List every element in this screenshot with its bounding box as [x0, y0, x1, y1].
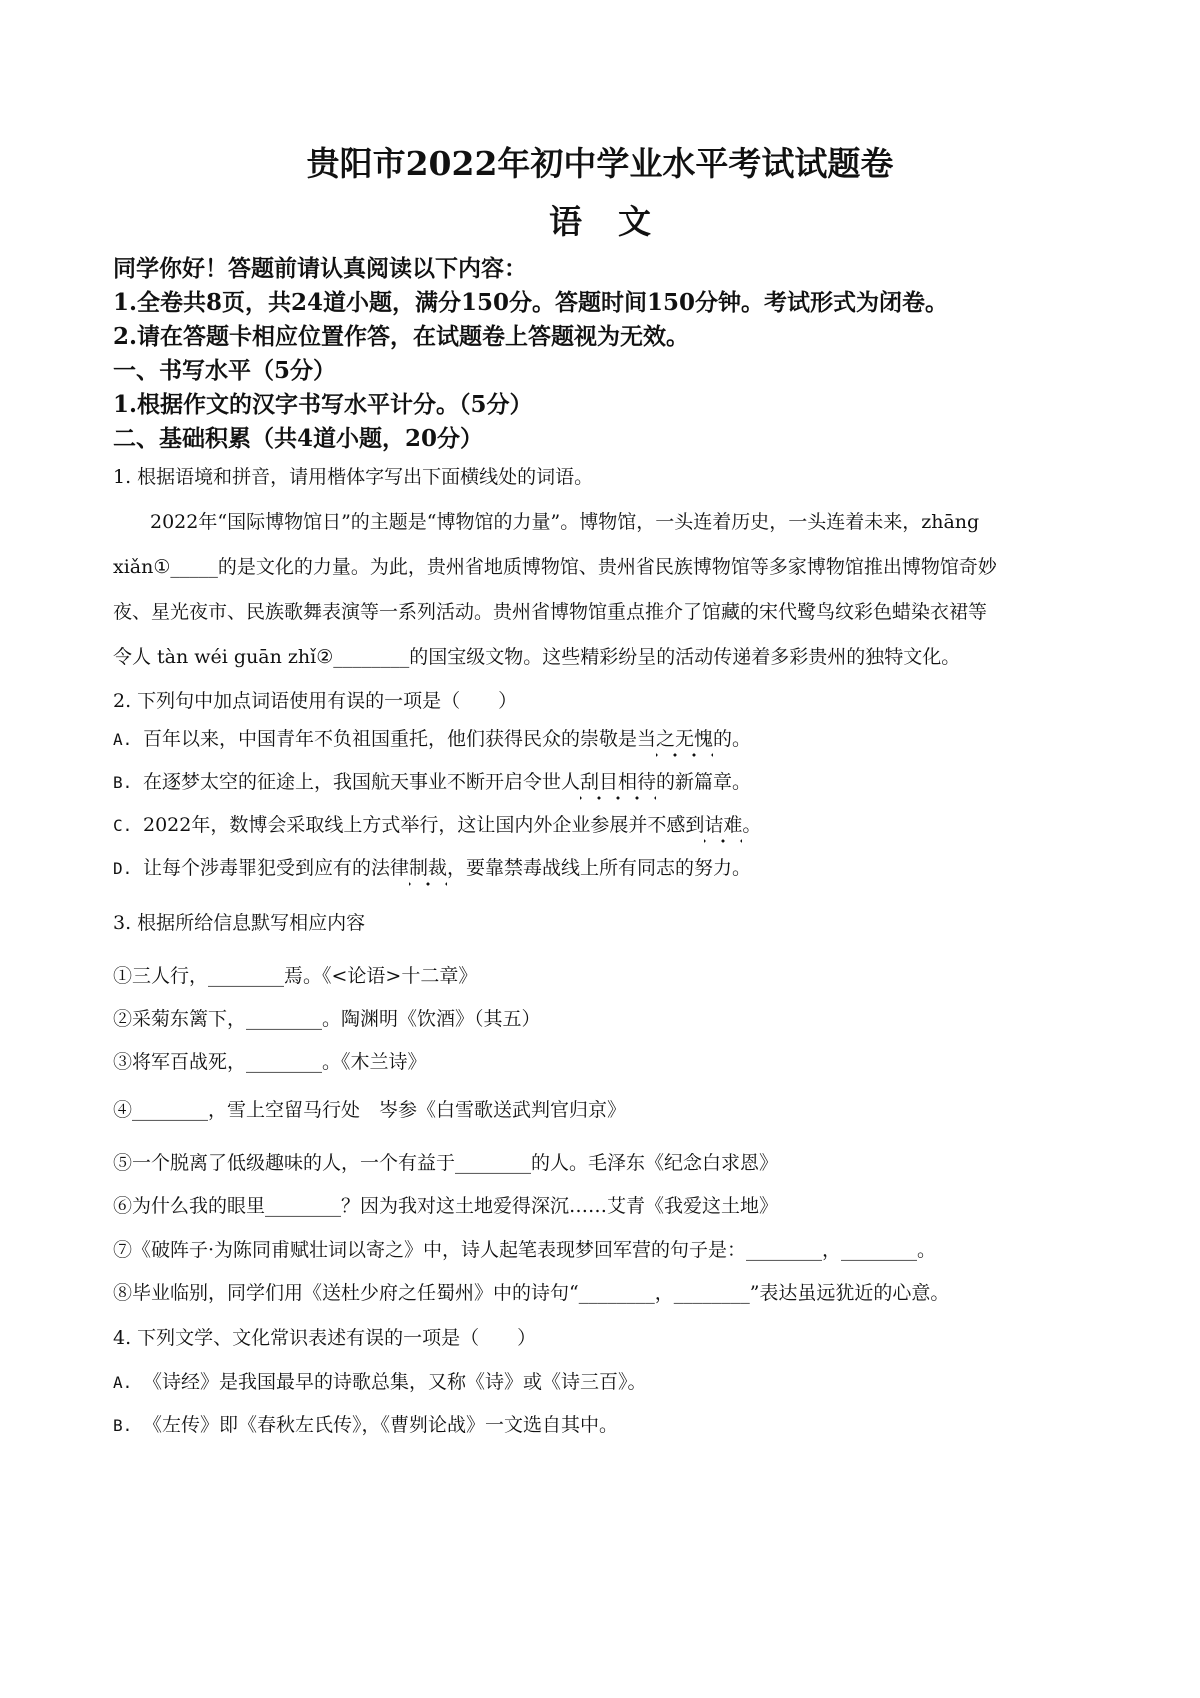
dotted-term: 诘难	[704, 814, 743, 836]
dotted-term: 制裁	[409, 857, 448, 879]
q2-option-c	[113, 810, 761, 837]
q3-prompt: 3. 根据所给信息默写相应内容	[113, 912, 366, 934]
option-letter: C.	[113, 816, 133, 835]
section-2-heading: 二、基础积累（共4道小题，20分）	[113, 425, 484, 452]
q1-prompt: 1. 根据语境和拼音，请用楷体字写出下面横线处的词语。	[113, 466, 594, 488]
option-text: 2022年，数博会采取线上方式举行，这让国内外企业参展并不感到	[143, 814, 705, 836]
q3-item-1: ①三人行，________焉。《<论语>十二章》	[113, 965, 478, 987]
option-text-end: 的新篇章。	[656, 771, 752, 793]
q3-item-2: ②采菊东篱下，________。陶渊明《饮酒》（其五）	[113, 1008, 541, 1030]
option-text: 在逐梦太空的征途上，我国航天事业不断开启令世人	[143, 771, 581, 793]
subject-char-1: 语	[549, 202, 582, 241]
option-text: 百年以来，中国青年不负祖国重托，他们获得民众的崇敬是当	[143, 728, 657, 750]
q2-option-d	[113, 853, 751, 880]
q1-passage-line-4: 令人 tàn wéi guān zhǐ②________的国宝级文物。这些精彩纷呈的活动传递着多彩贵州的独特文化。	[113, 646, 961, 668]
dotted-term: 刮目相待	[580, 771, 657, 793]
q1-passage-line-3: 夜、星光夜市、民族歌舞表演等一系列活动。贵州省博物馆重点推介了馆藏的宋代鹭鸟纹彩色蜡染衣裙等	[113, 601, 988, 623]
option-letter: A.	[113, 1373, 133, 1392]
option-letter: A.	[113, 730, 133, 749]
option-letter: B.	[113, 773, 133, 792]
q4-option-b	[113, 1410, 618, 1437]
option-text-end: ，要靠禁毒战线上所有同志的努力。	[447, 857, 752, 879]
section-1-heading: 一、书写水平（5分）	[113, 357, 337, 384]
instructions-item-2: 2.请在答题卡相应位置作答，在试题卷上答题视为无效。	[113, 323, 690, 350]
subject-char-2: 文	[618, 202, 651, 241]
instructions-greeting: 同学你好！答题前请认真阅读以下内容：	[113, 255, 527, 282]
option-text: 让每个涉毒罪犯受到应有的法律	[143, 857, 410, 879]
instructions-item-1: 1.全卷共8页，共24道小题，满分150分。答题时间150分钟。考试形式为闭卷。	[113, 289, 949, 316]
q3-item-3: ③将军百战死，________。《木兰诗》	[113, 1051, 427, 1073]
option-text-end: 的。	[713, 728, 752, 750]
q1-passage-line-1: 2022年“国际博物馆日”的主题是“博物馆的力量”。博物馆，一头连着历史，一头连着未来，zhāng	[150, 511, 980, 533]
option-letter: B.	[113, 1416, 133, 1435]
page-title: 贵阳市2022年初中学业水平考试试题卷	[306, 144, 894, 183]
subject-title	[0, 196, 1200, 243]
dotted-term: 之无愧	[656, 728, 714, 750]
option-letter: D.	[113, 859, 133, 878]
q3-item-8: ⑧毕业临别，同学们用《送杜少府之任蜀州》中的诗句“________，________”表达虽远犹近的心意。	[113, 1282, 950, 1304]
section-1-question-1: 1.根据作文的汉字书写水平计分。（5分）	[113, 391, 533, 418]
q4-option-a	[113, 1367, 647, 1394]
q3-item-7: ⑦《破阵子·为陈同甫赋壮词以寄之》中，诗人起笔表现梦回军营的句子是：________，________。	[113, 1239, 937, 1261]
q2-option-b	[113, 767, 751, 794]
q3-item-4: ④________，雪上空留马行处 岑参《白雪歌送武判官归京》	[113, 1099, 627, 1121]
q2-prompt: 2. 下列句中加点词语使用有误的一项是（ ）	[113, 690, 518, 712]
q2-option-a	[113, 724, 751, 751]
q4-prompt: 4. 下列文学、文化常识表述有误的一项是（ ）	[113, 1327, 537, 1349]
option-text: 《左传》即《春秋左氏传》，《曹刿论战》一文选自其中。	[143, 1414, 619, 1436]
q3-item-5: ⑤一个脱离了低级趣味的人，一个有益于________的人。毛泽东《纪念白求恩》	[113, 1152, 779, 1174]
q3-item-6: ⑥为什么我的眼里________？因为我对这土地爱得深沉……艾青《我爱这土地》	[113, 1195, 779, 1217]
q1-passage-line-2: xiǎn①_____的是文化的力量。为此，贵州省地质博物馆、贵州省民族博物馆等多家博物馆推出博物馆奇妙	[113, 556, 997, 578]
option-text: 《诗经》是我国最早的诗歌总集，又称《诗》或《诗三百》。	[143, 1371, 647, 1393]
option-text-end: 。	[742, 814, 762, 836]
